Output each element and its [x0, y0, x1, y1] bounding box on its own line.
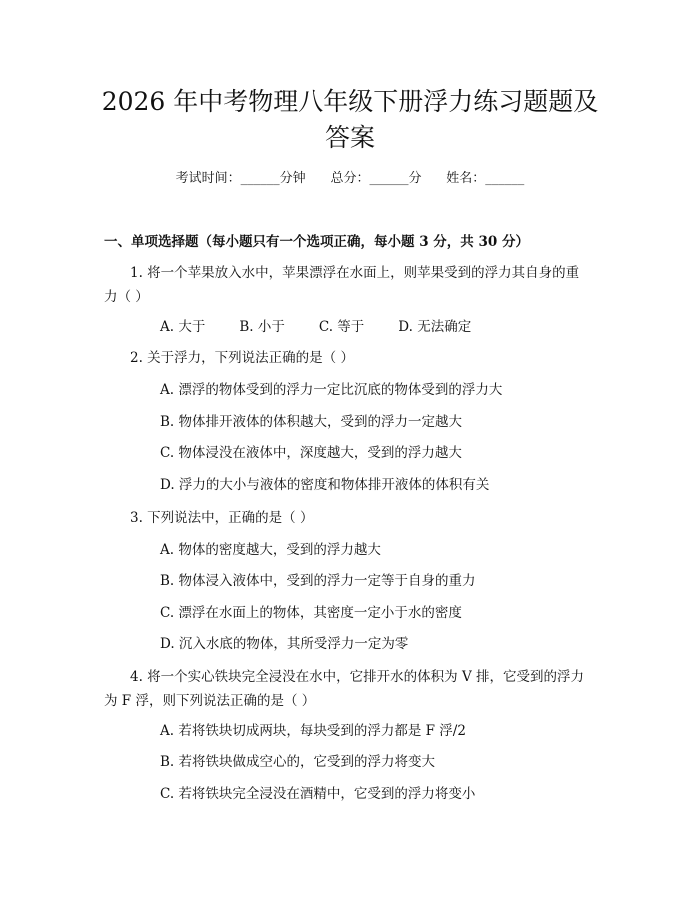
question-1-option-b: B. 小于	[239, 319, 285, 335]
question-1-option-d: D. 无法确定	[398, 319, 472, 335]
question-1-line-2: 力（ ）	[104, 289, 149, 305]
section-heading: 一、单项选择题（每小题只有一个选项正确，每小题 3 分，共 30 分）	[104, 234, 529, 250]
question-4-option-c: C. 若将铁块完全浸没在酒精中，它受到的浮力将变小	[160, 786, 476, 802]
question-2-option-b: B. 物体排开液体的体积越大，受到的浮力一定越大	[160, 414, 463, 430]
exam-name: 姓名：______	[446, 171, 525, 186]
exam-score: 总分：______分	[330, 171, 422, 186]
document-title-line-1: 2026 年中考物理八年级下册浮力练习题题及	[101, 87, 599, 116]
question-2-option-d: D. 浮力的大小与液体的密度和物体排开液体的体积有关	[160, 477, 490, 493]
question-2-option-a: A. 漂浮的物体受到的浮力一定比沉底的物体受到的浮力大	[160, 382, 503, 398]
question-1-options	[160, 315, 471, 335]
question-3-stem: 3. 下列说法中，正确的是（ ）	[130, 510, 314, 526]
question-3-option-d: D. 沉入水底的物体，其所受浮力一定为零	[160, 636, 409, 652]
question-3-option-b: B. 物体浸入液体中，受到的浮力一定等于自身的重力	[160, 573, 476, 589]
question-4-line-1: 4. 将一个实心铁块完全浸没在水中，它排开水的体积为 V 排，它受到的浮力	[130, 669, 585, 685]
question-4-option-b: B. 若将铁块做成空心的，它受到的浮力将变大	[160, 754, 436, 770]
question-3-option-c: C. 漂浮在水面上的物体，其密度一定小于水的密度	[160, 605, 462, 621]
exam-meta	[0, 167, 700, 186]
exam-time: 考试时间：______分钟	[175, 171, 306, 186]
question-2-option-c: C. 物体浸没在液体中，深度越大，受到的浮力越大	[160, 445, 462, 461]
question-4-line-2: 为 F 浮，则下列说法正确的是（ ）	[104, 693, 316, 709]
question-1-option-a: A. 大于	[160, 319, 206, 335]
question-3-option-a: A. 物体的密度越大，受到的浮力越大	[160, 542, 381, 558]
question-4-option-a: A. 若将铁块切成两块，每块受到的浮力都是 F 浮/2	[160, 723, 466, 739]
question-2-stem: 2. 关于浮力，下列说法正确的是（ ）	[130, 350, 354, 366]
question-1-option-c: C. 等于	[318, 319, 365, 335]
question-1-line-1: 1. 将一个苹果放入水中，苹果漂浮在水面上，则苹果受到的浮力其自身的重	[130, 265, 580, 281]
document-title-line-2: 答案	[324, 123, 375, 152]
